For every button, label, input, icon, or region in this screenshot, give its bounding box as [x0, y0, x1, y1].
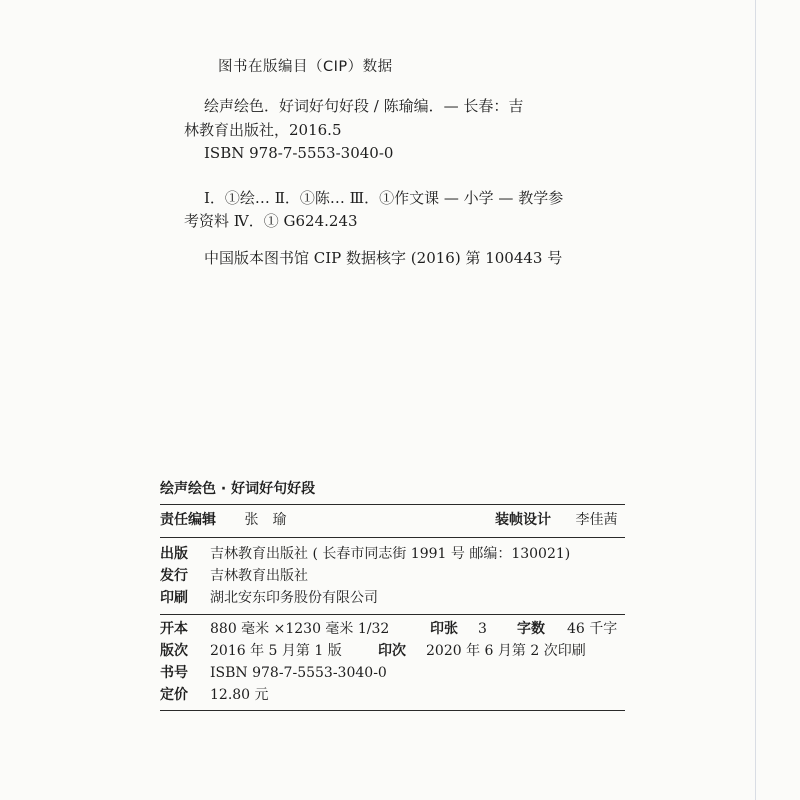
- isbn-label: 书号: [160, 665, 188, 681]
- cip-isbn-line: ISBN 978-7-5553-3040-0: [204, 144, 394, 162]
- rule-2: [160, 537, 625, 538]
- distribute-row: [160, 565, 625, 587]
- format-row: [160, 618, 625, 640]
- words-label: 字数: [517, 621, 545, 637]
- bottom-rule: [160, 710, 625, 711]
- price-label: 定价: [160, 687, 188, 703]
- edition-value: 2016 年 5 月第 1 版: [210, 643, 342, 659]
- editor-label: 责任编辑: [160, 512, 216, 528]
- edition-row: [160, 640, 625, 662]
- designer-group: [495, 509, 617, 531]
- sheets-label: 印张: [430, 621, 458, 637]
- cip-classification-line-1: Ⅰ．①绘… Ⅱ．①陈… Ⅲ．①作文课 — 小学 — 教学参: [204, 189, 564, 207]
- cip-heading: 图书在版编目（CIP）数据: [218, 59, 393, 75]
- page-edge-line: [755, 0, 756, 800]
- editor-value: 张 瑜: [244, 512, 287, 528]
- words-group: [517, 618, 617, 640]
- cip-entry-line-2: 林教育出版社，2016.5: [184, 121, 342, 139]
- format-value: 880 毫米 ×1230 毫米 1/32: [210, 621, 390, 637]
- sheets-value: 3: [478, 621, 487, 637]
- sheets-group: [430, 618, 487, 640]
- distribute-label: 发行: [160, 568, 188, 584]
- editor-row: [160, 509, 625, 531]
- isbn-value: ISBN 978-7-5553-3040-0: [210, 665, 387, 681]
- price-value: 12.80 元: [210, 687, 269, 703]
- top-rule: [160, 504, 625, 505]
- cip-entry-line-1: 绘声绘色．好词好句好段 / 陈瑜编．— 长春：吉: [204, 97, 524, 115]
- designer-label: 装帧设计: [495, 512, 551, 528]
- words-value: 46 千字: [567, 621, 618, 637]
- publish-label: 出版: [160, 546, 188, 562]
- publish-row: [160, 543, 625, 565]
- printing-value: 2020 年 6 月第 2 次印刷: [426, 643, 586, 659]
- printing-group: [378, 640, 586, 662]
- rule-3: [160, 614, 625, 615]
- book-title: 绘声绘色 · 好词好句好段: [160, 481, 316, 497]
- publish-value: 吉林教育出版社 ( 长春市同志街 1991 号 邮编：130021): [210, 546, 571, 562]
- isbn-row: [160, 662, 625, 684]
- distribute-value: 吉林教育出版社: [210, 568, 308, 584]
- colophon-table: [160, 478, 625, 711]
- format-label: 开本: [160, 621, 188, 637]
- designer-value: 李佳茜: [575, 512, 618, 528]
- price-row: [160, 684, 625, 706]
- print-value: 湖北安东印务股份有限公司: [210, 590, 378, 606]
- cip-classification-line-2: 考资料 Ⅳ．① G624.243: [184, 212, 358, 230]
- print-row: [160, 587, 625, 609]
- cip-record-number: 中国版本图书馆 CIP 数据核字 (2016) 第 100443 号: [204, 249, 563, 267]
- printing-label: 印次: [378, 643, 406, 659]
- edition-label: 版次: [160, 643, 188, 659]
- print-label: 印刷: [160, 590, 188, 606]
